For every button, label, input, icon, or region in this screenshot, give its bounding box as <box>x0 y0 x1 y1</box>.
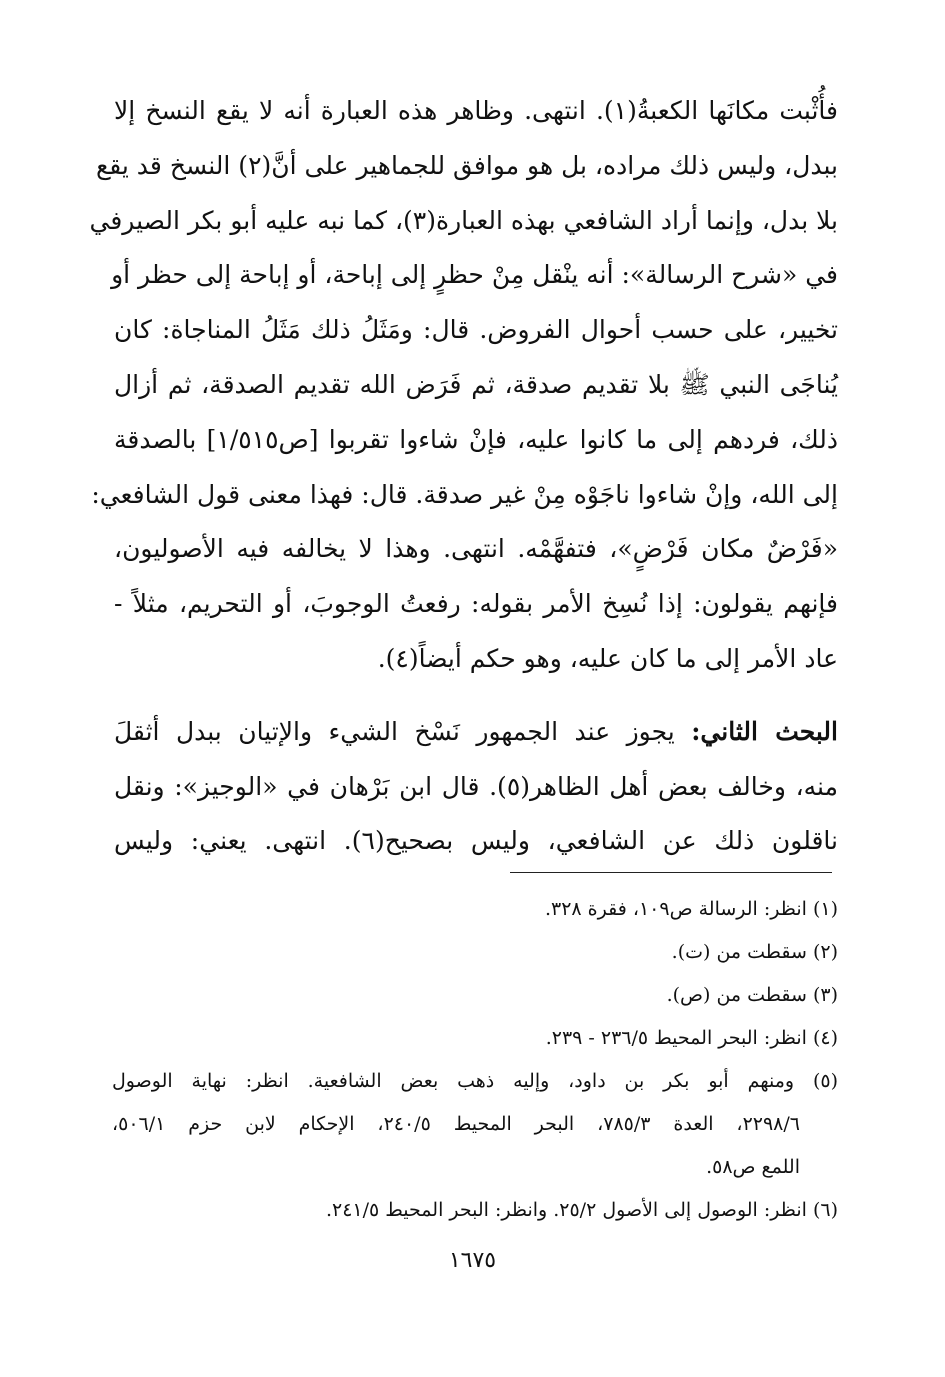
footnote: (١) انظر: الرسالة ص١٠٩، فقرة ٣٢٨. <box>544 898 838 920</box>
footnotes <box>112 888 838 1232</box>
text-line: فأُثْبت مكانَها الكعبةُ(١). انتهى. وظاهر هذه العبارة أنه لا يقع النسخ إلا <box>114 96 838 125</box>
page-number: ١٦٧٥ <box>448 1248 497 1273</box>
footnote: (٥) ومنهم أبو بكر بن داود، وإليه ذهب بعض الشافعية. انظر: نهاية الوصول <box>112 1070 838 1092</box>
text-line: فإنهم يقولون: إذا نُسِخ الأمر بقوله: رفعتُ الوجوبَ، أو التحريم، مثلاً - <box>114 589 838 619</box>
text-line: منه، وخالف بعض أهل الظاهر(٥). قال ابن بَرْهان في «الوجيز»: ونقل <box>114 771 838 801</box>
footnote: (٤) انظر: البحر المحيط ٢٣٦/٥ - ٢٣٩. <box>545 1027 838 1049</box>
footnote: (٣) سقطت من (ص). <box>666 984 838 1006</box>
main-text <box>89 84 839 869</box>
text-line: إلى الله، وإنْ شاءوا ناجَوْه مِنْ غير صدقة. قال: فهذا معنى قول الشافعي: <box>91 479 838 509</box>
footnote: (٢) سقطت من (ت). <box>671 941 838 963</box>
footnote-continuation: اللمع ص٥٨. <box>706 1156 800 1178</box>
text-line: يُناجَى النبي ﷺ بلا تقديم صدقة، ثم فَرَض الله تقديم الصدقة، ثم أزال <box>114 369 838 399</box>
text-line: «فَرْضٌ مكان فَرْضٍ»، فتفهَّمْه. انتهى. وهذا لا يخالفه فيه الأصوليون، <box>114 534 838 564</box>
text-line: ناقلون ذلك عن الشافعي، وليس بصحيح(٦). انتهى. يعني: وليس <box>114 826 839 856</box>
footnote-continuation: ٢٢٩٨/٦، العدة ٧٨٥/٣، البحر المحيط ٢٤٠/٥، الإحكام لابن حزم ٥٠٦/١، <box>112 1113 800 1135</box>
text-line: بلا بدل، وإنما أراد الشافعي بهذه العبارة(٣)، كما نبه عليه أبو بكر الصيرفي <box>89 205 838 235</box>
section-heading: البحث الثاني: <box>691 716 838 746</box>
text-line: ذلك، فردهم إلى ما كانوا عليه، فإنْ شاءوا تقربوا [ص١/٥١٥] بالصدقة <box>114 424 838 454</box>
text-line: تخيير، على حسب أحوال الفروض. قال: ومَثَلُ ذلك مَثَلُ المناجاة: كان <box>114 315 838 345</box>
text-line: عاد الأمر إلى ما كان عليه، وهو حكم أيضاً(٤). <box>377 643 838 673</box>
footnote: (٦) انظر: الوصول إلى الأصول ٢٥/٢. وانظر: البحر المحيط ٢٤١/٥. <box>325 1199 838 1221</box>
text-line: ببدل، وليس ذلك مراده، بل هو موافق للجماهير على أنَّ(٢) النسخ قد يقع <box>95 150 838 180</box>
section-line <box>114 705 838 760</box>
text-line: في «شرح الرسالة»: أنه ينْقل مِنْ حظرٍ إلى إباحة، أو إباحة إلى حظر أو <box>111 260 838 290</box>
paragraph-gap <box>114 687 838 705</box>
footnote-divider <box>510 872 832 873</box>
text-line: يجوز عند الجمهور نَسْخ الشيء والإتيان ببدل أثقلَ <box>114 716 675 746</box>
